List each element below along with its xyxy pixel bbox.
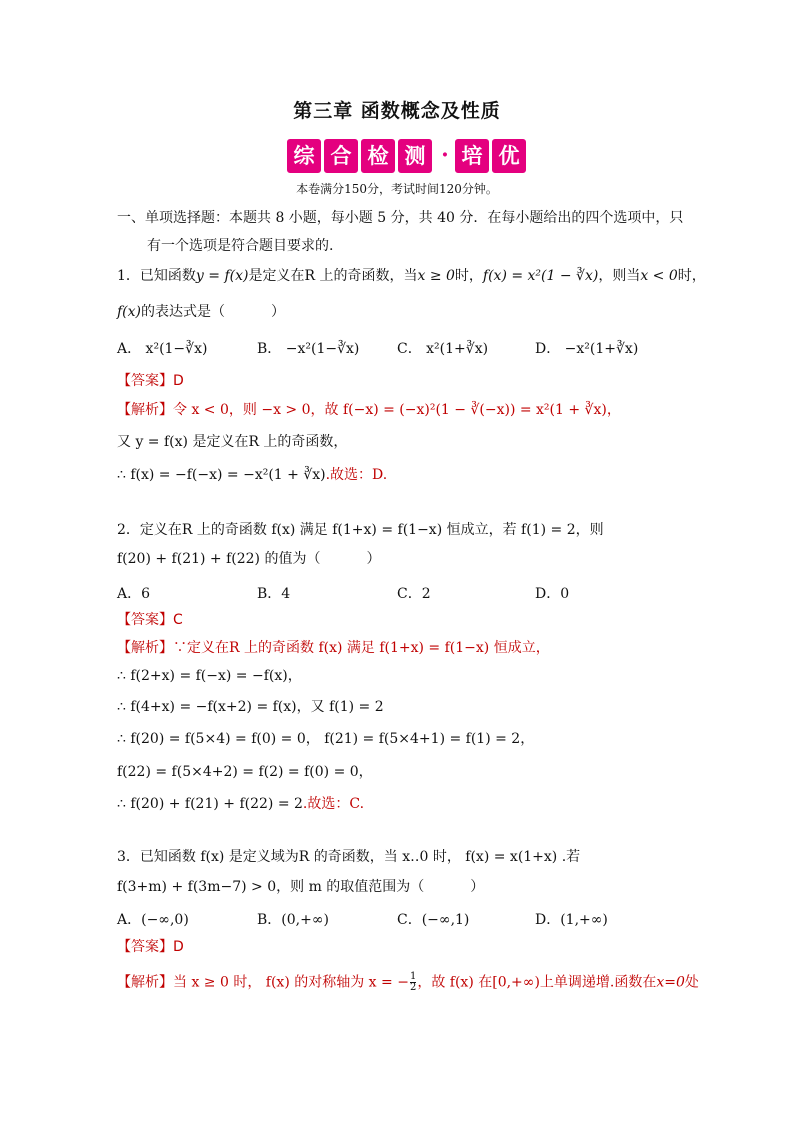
answer-label: 【答案】 xyxy=(117,939,173,955)
banner-char: 培 xyxy=(455,139,489,173)
q3-option-d: D．(1,+∞) xyxy=(535,912,608,928)
q1-stem-line2 xyxy=(117,302,285,322)
answer-label: 【答案】 xyxy=(117,612,173,628)
text: f(3+m) + f(3m−7) > 0，则 m 的取值范围为（ xyxy=(117,879,425,895)
fraction-denominator: 2 xyxy=(409,982,417,993)
q3-option-a: A．(−∞,0) xyxy=(117,912,189,928)
analysis-label: 【解析】 xyxy=(117,402,173,418)
answer-value: C xyxy=(173,612,183,628)
banner-char: 检 xyxy=(361,139,395,173)
q3-stem-line2 xyxy=(117,877,484,897)
fraction-numerator: 1 xyxy=(409,971,417,982)
q1-option-b: B． −x²(1−∛x) xyxy=(257,341,360,357)
section-heading: 一、单项选择题：本题共 8 小题，每小题 5 分，共 40 分．在每小题给出的四个选项中，只 xyxy=(117,210,684,226)
banner-dot: · xyxy=(441,142,449,168)
q2-analysis-2: ∴ f(2+x) = f(−x) = −f(x)， xyxy=(117,668,302,684)
q2-option-a: A．6 xyxy=(117,586,151,602)
page-title: 第三章 函数概念及性质 xyxy=(293,100,501,122)
analysis-text: 当 x ≥ 0 时， f(x) 的对称轴为 x = − xyxy=(173,974,409,991)
math: ∴ f(4+x) = −f(x+2) = f(x)， xyxy=(117,699,311,715)
analysis-text: 令 x < 0，则 −x > 0，故 f(−x) = (−x)²(1 − ∛(−x)) = x²(1 + ∛x)， xyxy=(173,402,621,418)
fraction xyxy=(410,972,416,993)
q1-option-c: C． x²(1+∛x) xyxy=(397,341,489,357)
q3-answer xyxy=(117,937,184,957)
analysis-text: ∵定义在R 上的奇函数 f(x) 满足 f(1+x) = f(1−x) 恒成立， xyxy=(173,640,550,656)
text: 又 f(1) = 2 xyxy=(310,699,384,715)
banner-char: 合 xyxy=(324,139,358,173)
math: x=0 xyxy=(656,974,685,991)
analysis-text: ，故 f(x) 在[0,+∞)上单调递增.函数在 xyxy=(417,974,657,991)
q2-analysis-3 xyxy=(117,697,384,717)
section-heading-cont: 有一个选项是符合题目要求的. xyxy=(147,238,334,254)
text: 时， xyxy=(677,268,706,284)
answer-value: D xyxy=(173,939,184,955)
math: x ≥ 0 xyxy=(417,268,455,284)
math: f(x) xyxy=(117,304,142,320)
analysis-label: 【解析】 xyxy=(117,974,173,991)
q2-analysis-4: ∴ f(20) = f(5×4) = f(0) = 0， f(21) = f(5×4+1) = f(1) = 2， xyxy=(117,731,535,747)
banner-comprehensive-test xyxy=(287,139,520,173)
math: y = f(x) xyxy=(195,268,249,284)
q3-option-c: C．(−∞,1) xyxy=(397,912,470,928)
text: 是定义在R 上的奇函数，当 xyxy=(248,268,418,284)
q2-option-d: D．0 xyxy=(535,586,570,602)
q3-option-b: B．(0,+∞) xyxy=(257,912,329,928)
analysis-text: 处 xyxy=(684,974,699,991)
math: ∴ f(20) + f(21) + f(22) = 2 xyxy=(117,796,303,812)
q1-analysis-2: 又 y = f(x) 是定义在R 上的奇函数， xyxy=(117,434,348,450)
q1-option-d: D． −x²(1+∛x) xyxy=(535,341,639,357)
q2-analysis-5: f(22) = f(5×4+2) = f(2) = f(0) = 0， xyxy=(117,764,373,780)
math: f(x) = x²(1 − ∛x) xyxy=(482,268,599,284)
q2-answer xyxy=(117,610,183,630)
text: 时， xyxy=(454,268,483,284)
q1-answer xyxy=(117,371,184,391)
q1-stem xyxy=(117,266,706,286)
q2-option-b: B．4 xyxy=(257,586,291,602)
q3-stem: 3．已知函数 f(x) 是定义域为R 的奇函数，当 x‥0 时， f(x) = x(1+x) .若 xyxy=(117,849,581,865)
text: ） xyxy=(366,551,381,567)
q2-stem-line2 xyxy=(117,549,380,569)
math: x < 0 xyxy=(640,268,678,284)
answer-value: D xyxy=(173,373,184,389)
banner-char: 优 xyxy=(492,139,526,173)
text: 的表达式是（ xyxy=(141,304,226,320)
analysis-label: 【解析】 xyxy=(117,640,173,656)
exam-info: 本卷满分150分，考试时间120分钟。 xyxy=(296,182,498,196)
text: f(20) + f(21) + f(22) 的值为（ xyxy=(117,551,321,567)
math: ∴ f(x) = −f(−x) = −x²(1 + ∛x) xyxy=(117,467,326,483)
answer-label: 【答案】 xyxy=(117,373,173,389)
text: ） xyxy=(271,304,286,320)
q1-analysis-3 xyxy=(117,465,387,485)
text: ，则当 xyxy=(598,268,641,284)
text: 1．已知函数 xyxy=(117,268,196,284)
conclusion: .故选：D. xyxy=(325,467,388,483)
q2-analysis-6 xyxy=(117,794,364,814)
banner-char: 测 xyxy=(398,139,432,173)
text: ） xyxy=(470,879,485,895)
q2-stem: 2．定义在R 上的奇函数 f(x) 满足 f(1+x) = f(1−x) 恒成立，若 f(1) = 2，则 xyxy=(117,522,604,538)
conclusion: .故选：C. xyxy=(302,796,365,812)
q2-analysis-1 xyxy=(117,638,550,658)
q1-analysis-1 xyxy=(117,400,621,420)
banner-char: 综 xyxy=(287,139,321,173)
q1-option-a: A． x²(1−∛x) xyxy=(117,341,208,357)
q3-analysis-1 xyxy=(117,972,699,993)
q2-option-c: C．2 xyxy=(397,586,431,602)
